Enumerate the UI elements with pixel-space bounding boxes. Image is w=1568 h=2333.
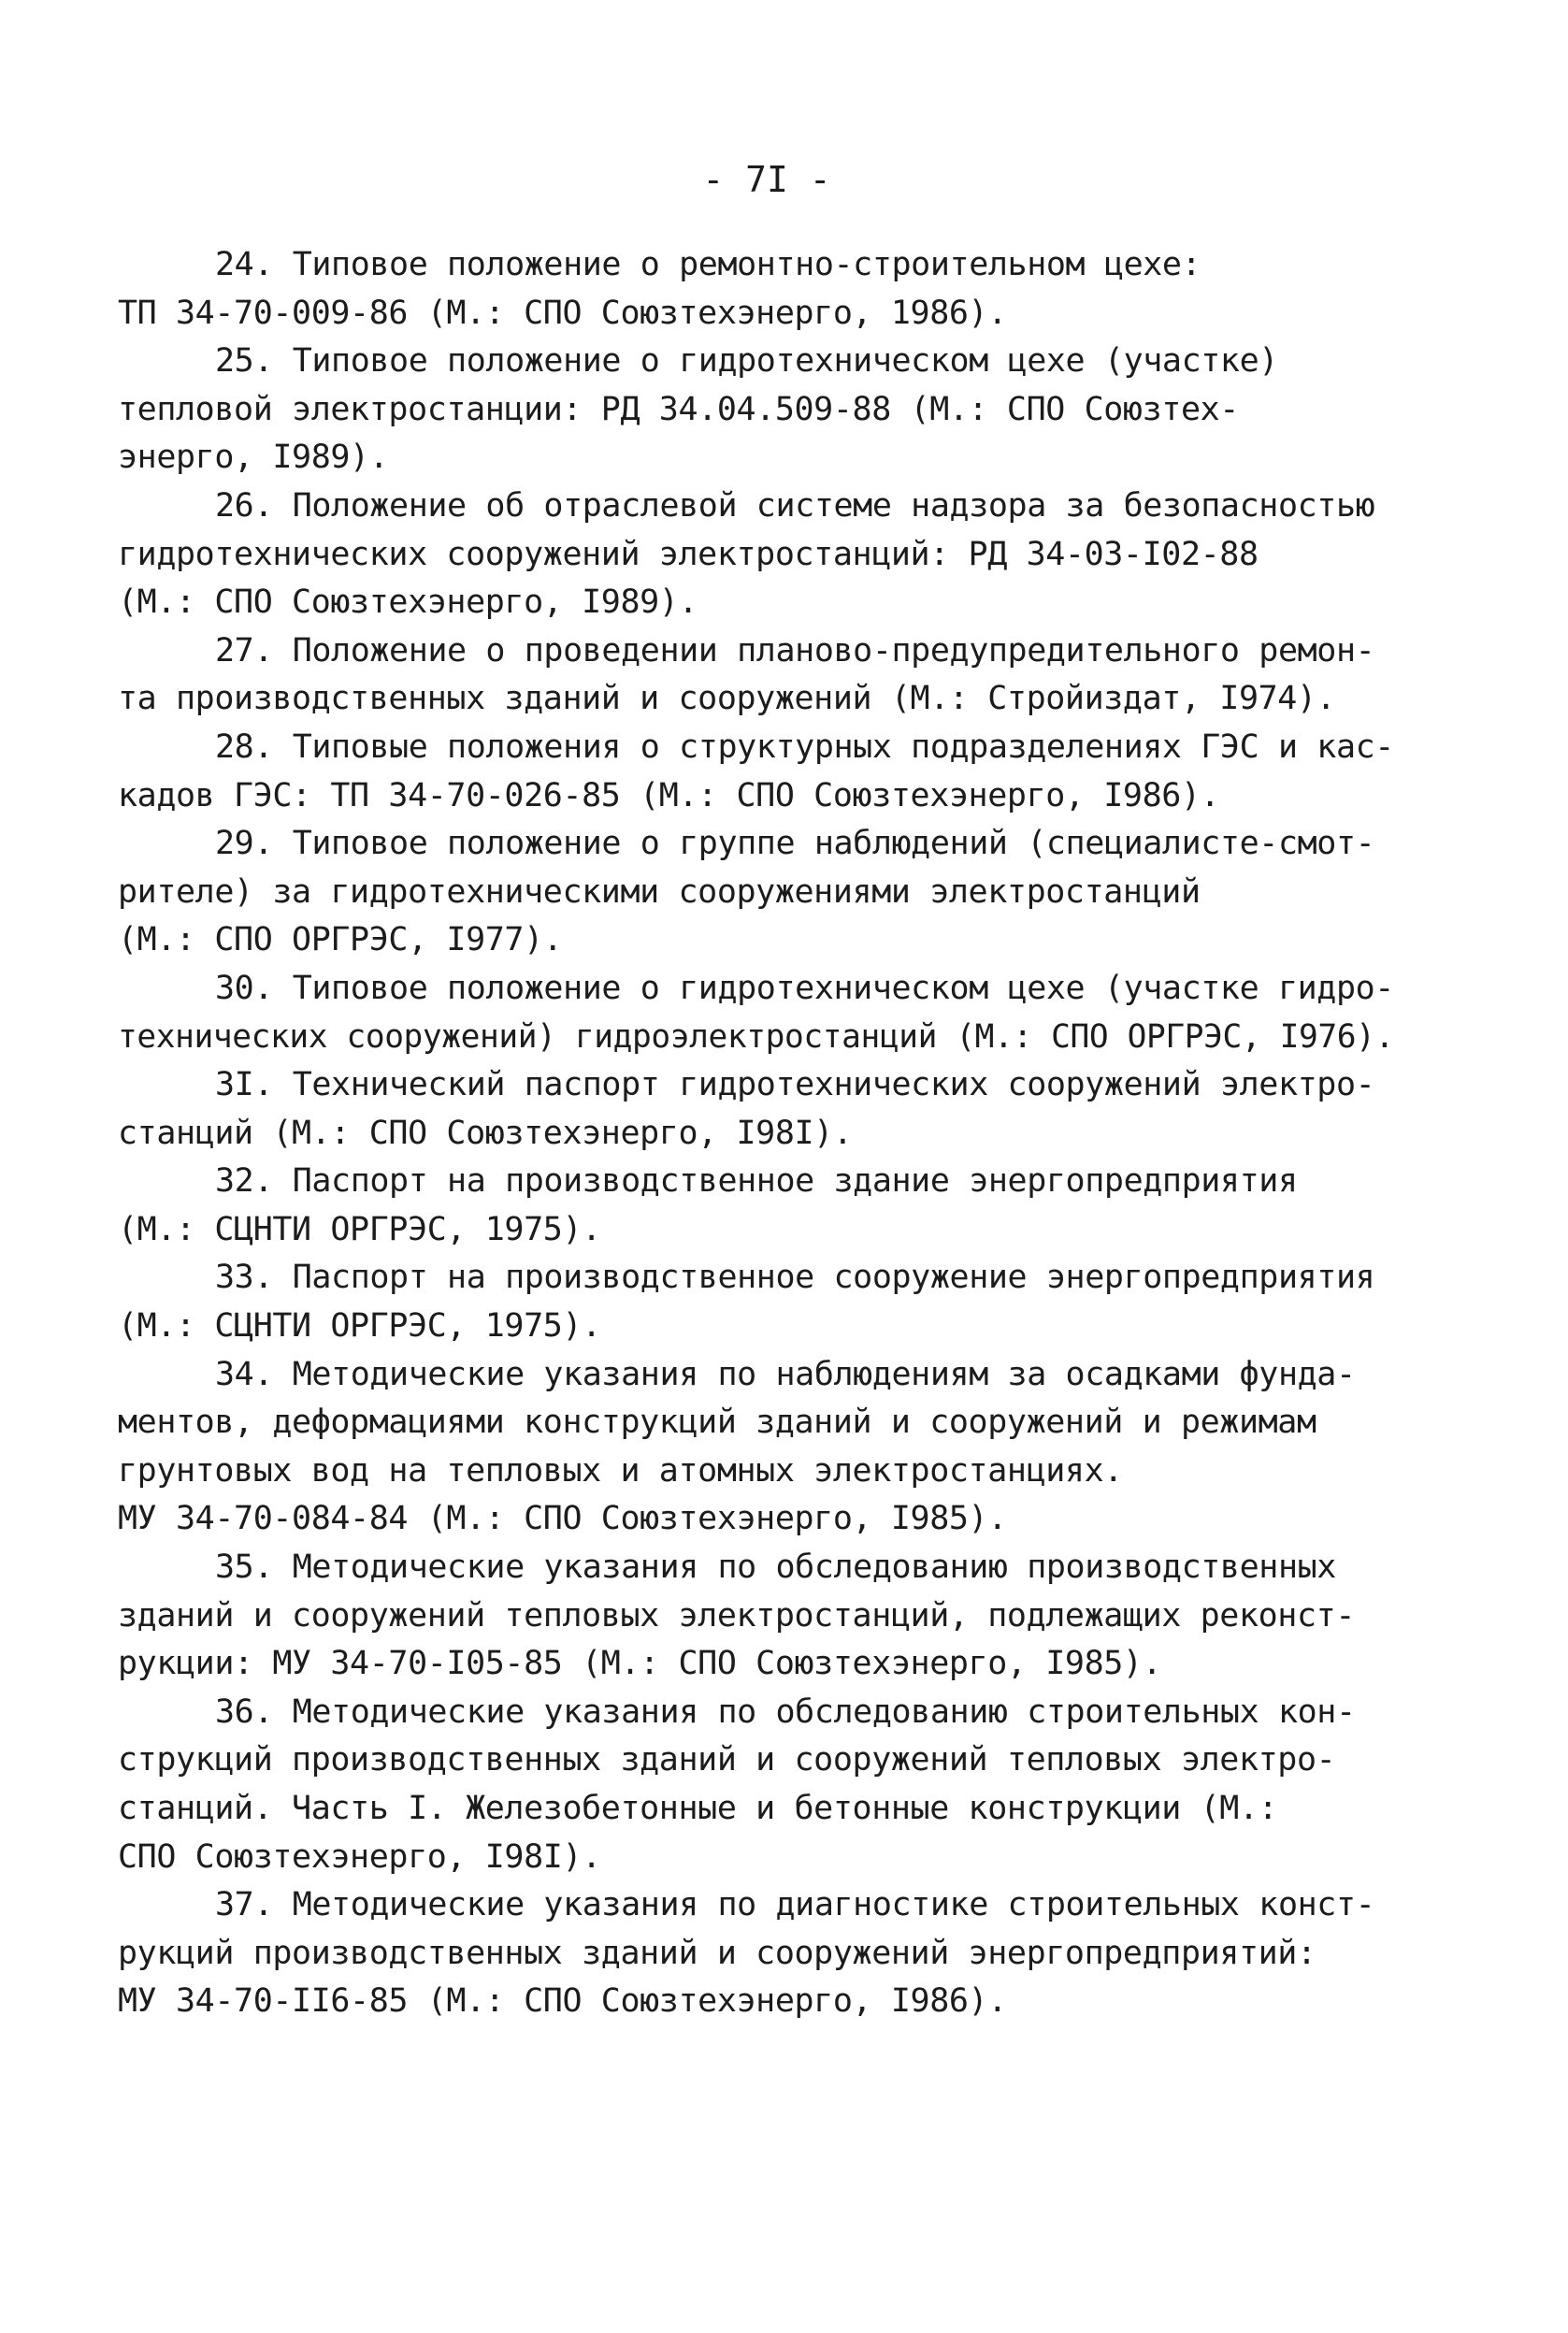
reference-text: та производственных зданий и сооружений (М.: Стройиздат, I974). — [118, 680, 1336, 718]
reference-text: Типовое положение о гидротехническом цехе (участке) — [292, 342, 1278, 381]
reference-first-line — [118, 338, 1408, 386]
reference-text: (М.: СЦНТИ ОРГРЭС, 1975). — [118, 1210, 601, 1248]
reference-line — [118, 772, 1408, 821]
reference-item — [118, 1881, 1408, 2026]
reference-line — [118, 1206, 1408, 1255]
reference-text: струкций производственных зданий и сооружений тепловых электро- — [118, 1741, 1336, 1779]
reference-text: Типовое положение о гидротехническом цехе (участке гидро- — [292, 969, 1394, 1007]
reference-first-line — [118, 627, 1408, 676]
reference-line — [118, 1640, 1408, 1689]
reference-line — [118, 386, 1408, 435]
reference-text: МУ 34-70-084-84 (М.: СПО Союзтехэнерго, I985). — [118, 1500, 1007, 1538]
reference-text: (М.: СПО Союзтехэнерго, I989). — [118, 583, 698, 622]
reference-text: гидротехнических сооружений электростанций: РД 34-03-I02-88 — [118, 535, 1259, 573]
reference-text: (М.: СПО ОРГРЭС, I977). — [118, 921, 563, 959]
reference-line — [118, 434, 1408, 482]
reference-number: 27. — [215, 631, 274, 670]
reference-text: (М.: СЦНТИ ОРГРЭС, 1975). — [118, 1307, 601, 1346]
reference-line — [118, 1834, 1408, 1882]
reference-line — [118, 675, 1408, 724]
reference-number: 30. — [215, 969, 274, 1007]
reference-text: тепловой электростанции: РД 34.04.509-88 (М.: СПО Союзтех- — [118, 390, 1239, 428]
reference-text: СПО Союзтехэнерго, I98I). — [118, 1837, 601, 1876]
reference-text: МУ 34-70-II6-85 (М.: СПО Союзтехэнерго, I986). — [118, 1982, 1007, 2021]
reference-list — [118, 241, 1408, 2026]
reference-text: Положение об отраслевой системе надзора за безопасностью — [292, 486, 1375, 525]
reference-text: станций (М.: СПО Союзтехэнерго, I98I). — [118, 1114, 853, 1152]
reference-text: Положение о проведении планово-предупредительного ремон- — [292, 631, 1375, 670]
reference-item — [118, 965, 1408, 1061]
reference-number: 3I. — [215, 1066, 274, 1104]
reference-first-line — [118, 1351, 1408, 1400]
reference-line — [118, 1447, 1408, 1496]
reference-item — [118, 241, 1408, 338]
reference-first-line — [118, 1881, 1408, 1930]
reference-number: 35. — [215, 1548, 274, 1587]
reference-text: Технический паспорт гидротехнических сооружений электро- — [292, 1066, 1375, 1104]
reference-first-line — [118, 965, 1408, 1014]
reference-number: 26. — [215, 486, 274, 525]
reference-line — [118, 1014, 1408, 1062]
reference-first-line — [118, 1254, 1408, 1303]
reference-text: ТП 34-70-009-86 (М.: СПО Союзтехэнерго, 1986). — [118, 294, 1007, 332]
reference-text: Паспорт на производственное здание энергопредприятия — [292, 1162, 1298, 1201]
reference-text: Методические указания по наблюдениям за осадками фунда- — [292, 1355, 1356, 1393]
reference-line — [118, 1736, 1408, 1785]
reference-line — [118, 1978, 1408, 2026]
reference-text: Методические указания по обследованию производственных — [292, 1548, 1336, 1587]
reference-item — [118, 627, 1408, 724]
reference-item — [118, 482, 1408, 627]
reference-first-line — [118, 820, 1408, 869]
reference-item — [118, 820, 1408, 965]
reference-text: зданий и сооружений тепловых электростанций, подлежащих реконст- — [118, 1596, 1355, 1635]
reference-text: Методические указания по обследованию строительных кон- — [292, 1692, 1356, 1731]
reference-line — [118, 1785, 1408, 1834]
reference-number: 32. — [215, 1162, 274, 1201]
reference-item — [118, 724, 1408, 820]
reference-number: 25. — [215, 342, 274, 381]
reference-line — [118, 1495, 1408, 1544]
reference-text: энерго, I989). — [118, 439, 389, 477]
reference-line — [118, 290, 1408, 338]
reference-item — [118, 1158, 1408, 1254]
reference-first-line — [118, 482, 1408, 531]
reference-text: рукций производственных зданий и сооружений энергопредприятий: — [118, 1934, 1316, 1972]
reference-text: Типовое положение о ремонтно-строительном цехе: — [292, 246, 1201, 283]
reference-item — [118, 338, 1408, 482]
reference-number: 37. — [215, 1886, 274, 1924]
reference-line — [118, 1930, 1408, 1979]
reference-item — [118, 1689, 1408, 1881]
reference-item — [118, 1061, 1408, 1158]
reference-line — [118, 579, 1408, 627]
reference-first-line — [118, 1689, 1408, 1737]
reference-number: 24. — [215, 246, 274, 283]
reference-line — [118, 531, 1408, 580]
reference-number: 33. — [215, 1259, 274, 1297]
reference-text: грунтовых вод на тепловых и атомных электростанциях. — [118, 1451, 1123, 1490]
reference-text: рукции: МУ 34-70-I05-85 (М.: СПО Союзтехэнерго, I985). — [118, 1645, 1162, 1683]
page-number: - 7I - — [702, 159, 831, 200]
reference-item — [118, 1254, 1408, 1350]
reference-text: ментов, деформациями конструкций зданий и сооружений и режимам — [118, 1404, 1316, 1442]
reference-line — [118, 869, 1408, 917]
reference-text: Типовые положения о структурных подразделениях ГЭС и кас- — [292, 727, 1394, 766]
reference-line — [118, 1303, 1408, 1351]
reference-number: 34. — [215, 1355, 274, 1393]
reference-item — [118, 1544, 1408, 1689]
reference-first-line — [118, 724, 1408, 772]
reference-text: кадов ГЭС: ТП 34-70-026-85 (М.: СПО Союзтехэнерго, I986). — [118, 776, 1220, 814]
reference-number: 28. — [215, 727, 274, 766]
reference-first-line — [118, 1158, 1408, 1206]
reference-number: 29. — [215, 825, 274, 863]
reference-line — [118, 1592, 1408, 1641]
reference-line — [118, 1110, 1408, 1159]
reference-first-line — [118, 1061, 1408, 1110]
reference-text: Типовое положение о группе наблюдений (специалисте-смот- — [292, 825, 1375, 863]
reference-text: станций. Часть I. Железобетонные и бетонные конструкции (М.: — [118, 1790, 1278, 1827]
reference-number: 36. — [215, 1692, 274, 1731]
reference-line — [118, 916, 1408, 965]
reference-item — [118, 1351, 1408, 1544]
reference-first-line — [118, 241, 1408, 290]
reference-text: рителе) за гидротехническими сооружениями электростанций — [118, 872, 1201, 911]
reference-text: Паспорт на производственное сооружение энергопредприятия — [292, 1259, 1375, 1297]
reference-line — [118, 1399, 1408, 1447]
reference-first-line — [118, 1544, 1408, 1592]
reference-text: технических сооружений) гидроэлектростанций (М.: СПО ОРГРЭС, I976). — [118, 1017, 1394, 1056]
reference-text: Методические указания по диагностике строительных конст- — [292, 1886, 1375, 1924]
